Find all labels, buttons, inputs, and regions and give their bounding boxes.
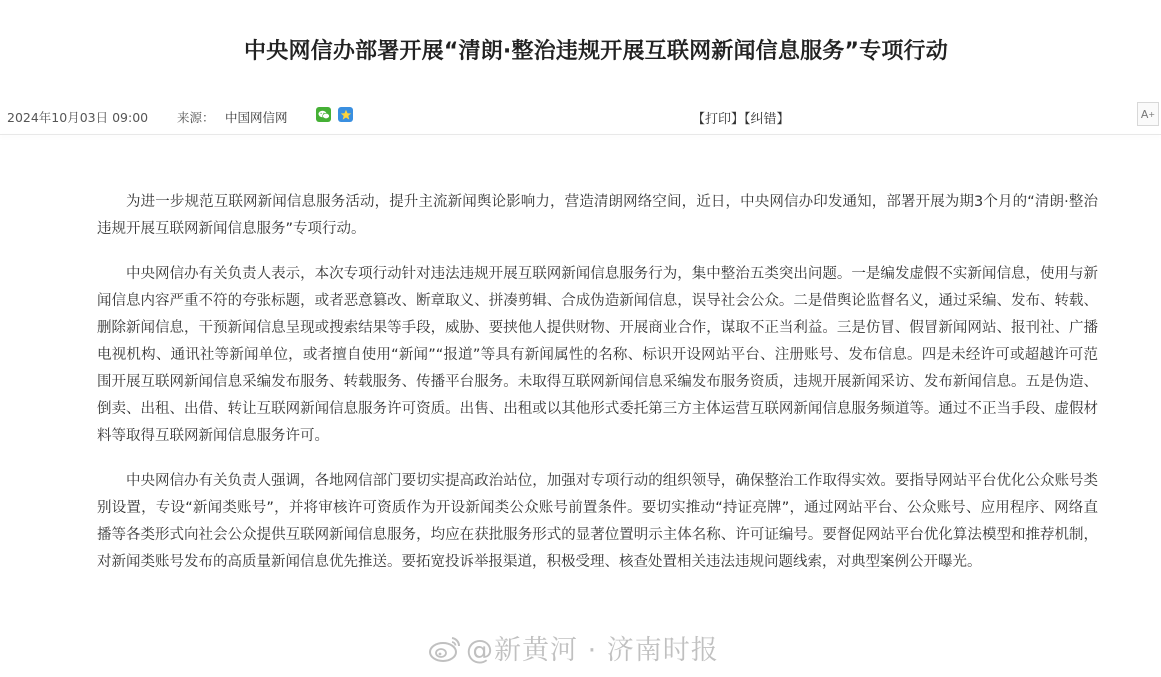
wechat-share-button[interactable] bbox=[316, 107, 331, 122]
watermark-text: @新黄河 · 济南时报 bbox=[466, 635, 719, 666]
watermark bbox=[428, 628, 719, 667]
source-label: 来源： bbox=[177, 110, 215, 125]
article-paragraph: 中央网信办有关负责人表示，本次专项行动针对违法违规开展互联网新闻信息服务行为，集中整治五类突出问题。一是编发虚假不实新闻信息，使用与新闻信息内容严重不符的夸张标题，或者恶意篡改、断章取义、拼凑剪辑、合成伪造新闻信息，误导社会公众。二是借舆论监督名义，通过采编、发布、转载、删除新闻信息，干预新闻信息呈现或搜索结果等手段，威胁、要挟他人提供财物、开展商业合作，谋取不正当利益。三是仿冒、假冒新闻网站、报刊社、广播电视机构、通讯社等新闻单位，或者擅自使用“新闻”“报道”等具有新闻属性的名称、标识开设网站平台、注册账号、发布信息。四是未经许可或超越许可范围开展互联网新闻信息采编发布服务、转载服务、传播平台服务。未取得互联网新闻信息采编发布服务资质，违规开展新闻采访、发布新闻信息。五是伪造、倒卖、出租、出借、转让互联网新闻信息服务许可资质。出售、出租或以其他形式委托第三方主体运营互联网新闻信息服务频道等。通过不正当手段、虚假材料等取得互联网新闻信息服务许可。 bbox=[97, 266, 1098, 444]
article-tools bbox=[692, 108, 790, 127]
article-meta-bar bbox=[0, 105, 1161, 127]
article-title: 中央网信办部署开展“清朗·整治违规开展互联网新闻信息服务”专项行动 bbox=[244, 39, 948, 64]
font-size-icon: A bbox=[1140, 107, 1149, 121]
header-divider bbox=[0, 134, 1161, 135]
publish-date: 2024年10月03日 09:00 bbox=[7, 110, 149, 125]
font-size-button[interactable] bbox=[1137, 102, 1159, 126]
source-name: 中国网信网 bbox=[225, 110, 288, 125]
correct-link[interactable]: 【纠错】 bbox=[744, 112, 790, 127]
article-paragraph: 中央网信办有关负责人强调，各地网信部门要切实提高政治站位，加强对专项行动的组织领导，确保整治工作取得实效。要指导网站平台优化公众账号类别设置，专设“新闻类账号”，并将审核许可资质作为开设新闻类公众账号前置条件。要切实推动“持证亮牌”，通过网站平台、公众账号、应用程序、网络直播等各类形式向社会公众提供互联网新闻信息服务，均应在获批服务形式的显著位置明示主体名称、许可证编号。要督促网站平台优化算法模型和推荐机制，对新闻类账号发布的高质量新闻信息优先推送。要拓宽投诉举报渠道，积极受理、核查处置相关违法违规问题线索，对典型案例公开曝光。 bbox=[97, 473, 1098, 570]
wechat-icon bbox=[318, 110, 330, 120]
article-body bbox=[97, 189, 1098, 594]
qzone-share-button[interactable] bbox=[338, 107, 353, 122]
print-link[interactable]: 【打印】 bbox=[692, 112, 745, 127]
font-size-plus-icon: + bbox=[1148, 109, 1156, 119]
qzone-icon bbox=[340, 109, 352, 121]
weibo-icon bbox=[428, 633, 462, 663]
article-paragraph: 为进一步规范互联网新闻信息服务活动，提升主流新闻舆论影响力，营造清朗网络空间，近日，中央网信办印发通知，部署开展为期3个月的“清朗·整治违规开展互联网新闻信息服务”专项行动。 bbox=[97, 194, 1098, 237]
